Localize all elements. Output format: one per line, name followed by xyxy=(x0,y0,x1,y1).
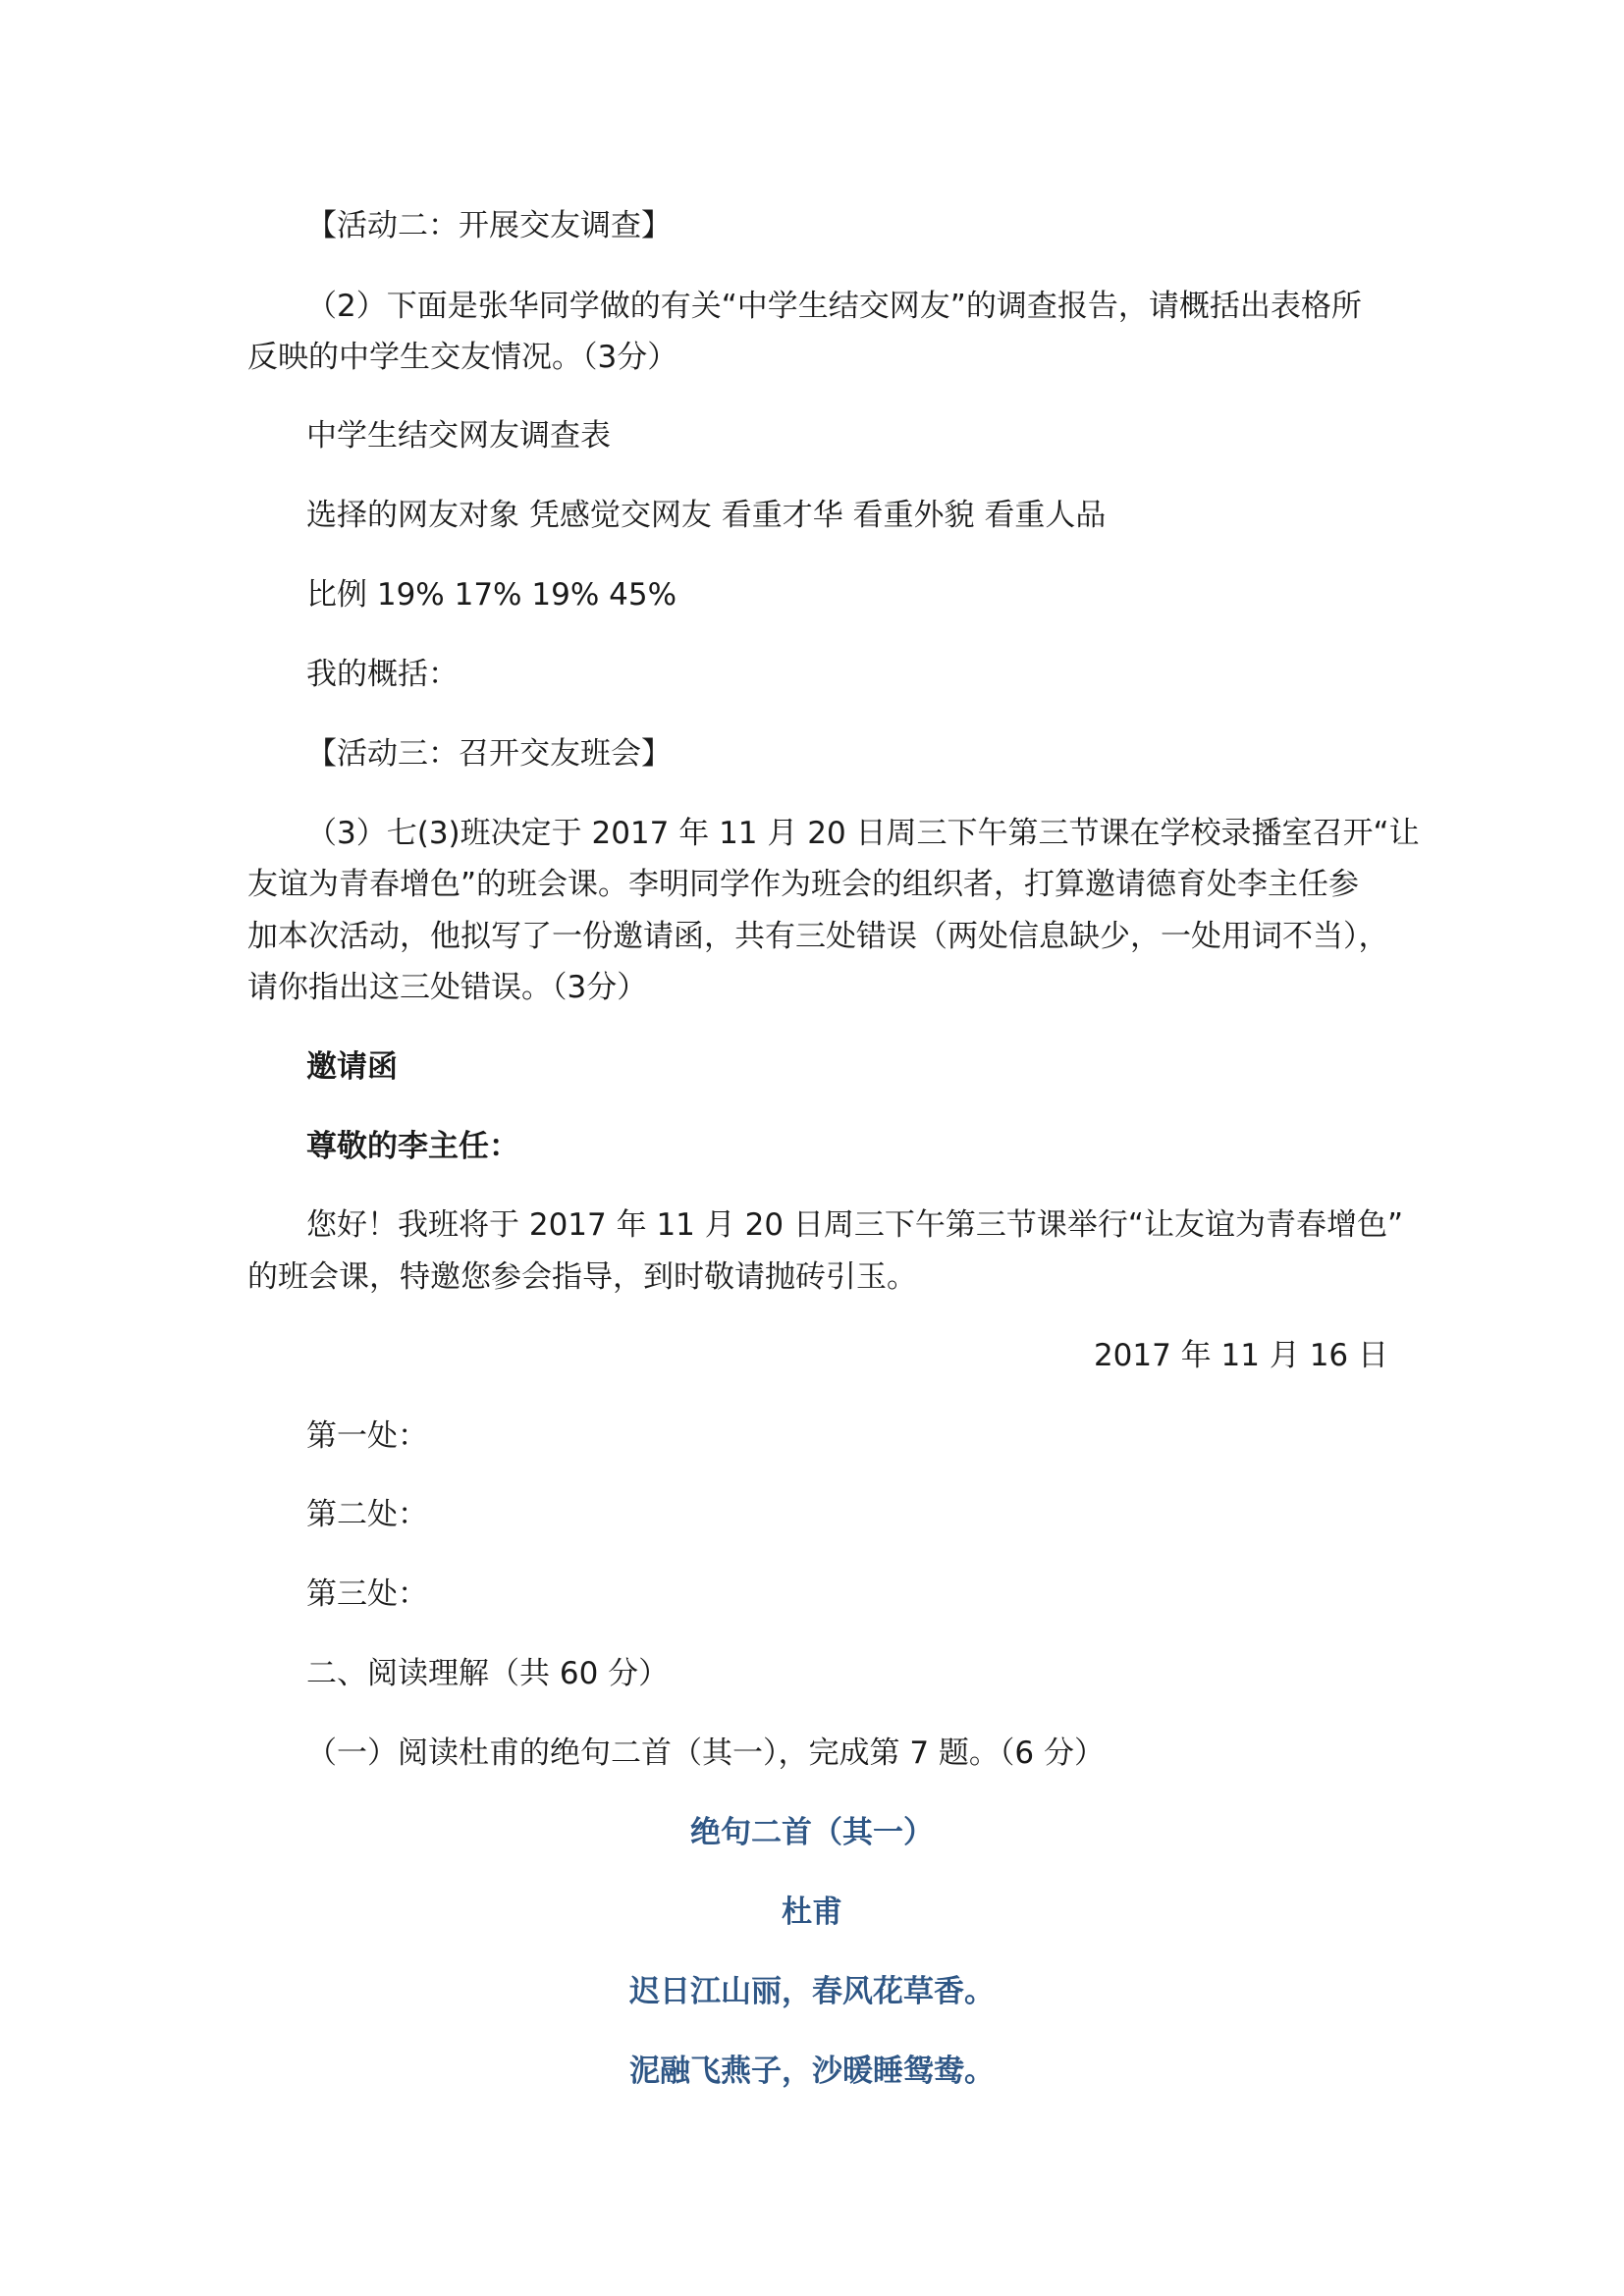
q3-line3: 加本次活动，他拟写了一份邀请函，共有三处错误（两处信息缺少，一处用词不当）， xyxy=(247,919,1389,954)
letter-body-line2: 的班会课，特邀您参会指导，到时敬请抛砖引玉。 xyxy=(247,1259,917,1295)
q3-line1: （3）七(3)班决定于 2017 年 11 月 20 日周三下午第三节课在学校录播室召开“让 xyxy=(306,816,1420,851)
error-second-label: 第二处： xyxy=(306,1497,428,1532)
poem-title: 绝句二首（其一） xyxy=(690,1815,934,1850)
reading-section-title: 二、阅读理解（共 60 分） xyxy=(306,1656,670,1691)
q3-line2: 友谊为青春增色”的班会课。李明同学作为班会的组织者，打算邀请德育处李主任参 xyxy=(247,867,1360,902)
q2-line2: 反映的中学生交友情况。（3分） xyxy=(247,340,678,375)
survey-row-ratio: 比例 19% 17% 19% 45% xyxy=(306,577,677,613)
letter-body-line1: 您好！我班将于 2017 年 11 月 20 日周三下午第三节课举行“让友谊为青春增色” xyxy=(306,1207,1404,1243)
q2-line1: （2）下面是张华同学做的有关“中学生结交网友”的调查报告，请概括出表格所 xyxy=(306,289,1362,324)
poem-line2: 泥融飞燕子，沙暖睡鸳鸯。 xyxy=(629,2054,995,2089)
survey-row-choice: 选择的网友对象 凭感觉交网友 看重才华 看重外貌 看重人品 xyxy=(306,498,1107,533)
activity3-heading: 【活动三：召开交友班会】 xyxy=(306,736,672,772)
q3-line4: 请你指出这三处错误。（3分） xyxy=(247,970,648,1005)
reading-part1-intro: （一）阅读杜甫的绝句二首（其一），完成第 7 题。（6 分） xyxy=(306,1735,1106,1771)
poem-author: 杜甫 xyxy=(782,1895,842,1930)
letter-salutation: 尊敬的李主任： xyxy=(306,1129,519,1164)
survey-table-title: 中学生结交网友调查表 xyxy=(306,418,611,454)
error-first-label: 第一处： xyxy=(306,1418,428,1454)
poem-line1: 迟日江山丽，春风花草香。 xyxy=(629,1974,995,2009)
letter-title: 邀请函 xyxy=(306,1049,398,1085)
summary-label: 我的概括： xyxy=(306,657,459,692)
activity2-heading: 【活动二：开展交友调查】 xyxy=(306,208,672,243)
error-third-label: 第三处： xyxy=(306,1576,428,1612)
letter-date: 2017 年 11 月 16 日 xyxy=(1093,1338,1388,1373)
